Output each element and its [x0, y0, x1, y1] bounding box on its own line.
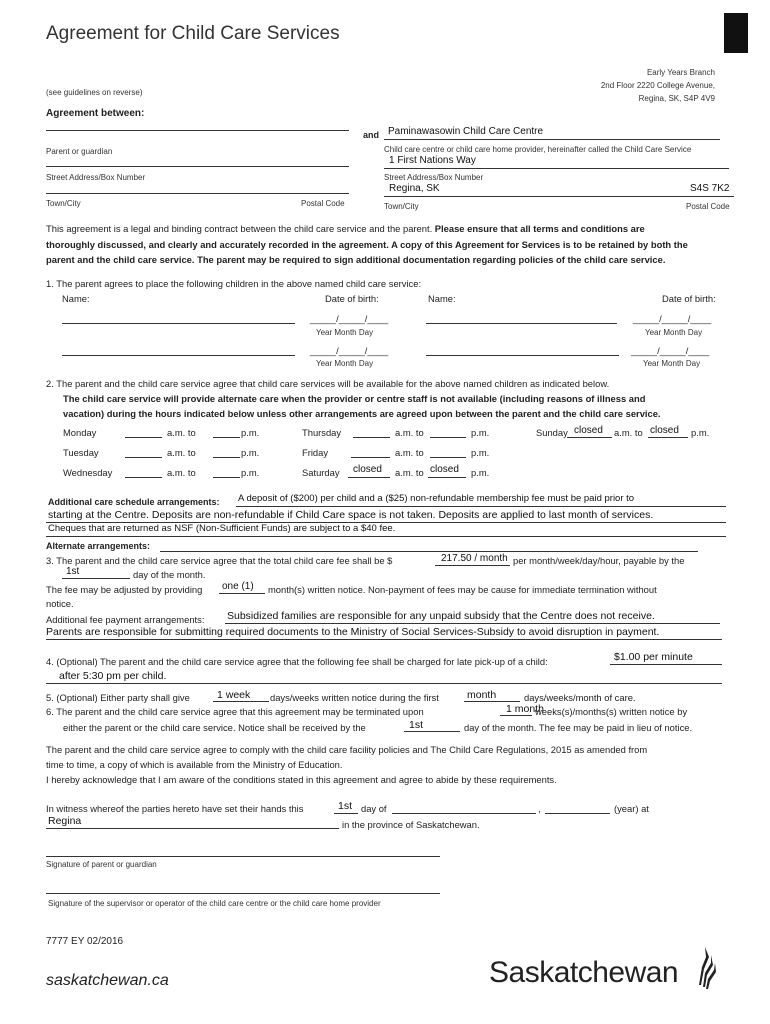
wednesday-pm: p.m. [241, 467, 260, 478]
witness-city-value[interactable]: Regina [48, 815, 82, 827]
section-4-fee-line-2 [46, 683, 722, 684]
friday-open-field[interactable] [351, 457, 390, 458]
branch-line-1: Early Years Branch [646, 68, 715, 77]
section-3-addl-1[interactable]: Subsidized families are responsible for any unpaid subsidy that the Centre does not receive. [227, 610, 655, 622]
witness-province: in the province of Saskatchewan. [342, 819, 480, 830]
ymd-label-1: Year Month Day [316, 328, 374, 337]
witness-text-c: (year) at [614, 803, 649, 814]
witness-text-b: day of [361, 803, 387, 814]
section-5-text-c: days/weeks/month of care. [524, 692, 636, 703]
section-1-name-label-2: Name: [428, 293, 456, 304]
section-3-addl-line-1 [225, 623, 720, 624]
additional-care-label: Additional care schedule arrangements: [48, 497, 220, 507]
child-name-3-line[interactable] [62, 355, 295, 356]
section-6-text-b: weeks(s)/months(s) written notice by [535, 706, 688, 717]
section-5-period-value[interactable]: month [467, 689, 497, 701]
parent-street-label: Street Address/Box Number [46, 173, 146, 182]
provider-name-line [384, 139, 720, 140]
section-4-fee-line [610, 664, 722, 665]
saturday-pm: p.m. [471, 467, 490, 478]
saturday-am-to: a.m. to [395, 467, 424, 478]
tuesday-open-field[interactable] [125, 457, 162, 458]
closing-line-2: time to time, a copy of which is available from the Ministry of Education. [46, 759, 343, 770]
saturday-close-value[interactable]: closed [430, 464, 459, 475]
monday-open-field[interactable] [125, 437, 162, 438]
intro-text-2: thoroughly discussed, and clearly and accurately recorded in the agreement. A copy of this Agreement for Services is to be retained by both the [46, 238, 688, 250]
provider-postal-label: Postal Code [686, 202, 730, 211]
witness-month-field[interactable] [392, 813, 536, 814]
section-6-text-c: either the parent or the child care service. Notice shall be received by the [63, 722, 366, 733]
intro-text-1-bold: Please ensure that all terms and conditions are [434, 223, 645, 234]
child-dob-1[interactable]: _____/_____/____ [310, 313, 389, 324]
branch-line-2: 2nd Floor 2220 College Avenue, [600, 81, 715, 90]
additional-care-underline-1 [236, 506, 726, 507]
sunday-close-value[interactable]: closed [650, 425, 679, 436]
section-3-line-4: notice. [46, 598, 74, 609]
child-dob-2[interactable]: _____/_____/____ [633, 313, 712, 324]
closing-line-1: The parent and the child care service agree to comply with the child care facility policies and The Child Care Regulations, 2015 as amended from [46, 744, 648, 755]
sunday-close-line [648, 437, 688, 438]
section-2-line-3: vacation) during the hours indicated below unless other arrangements are agreed upon between the parent and the child care service. [63, 408, 661, 419]
parent-signature-label: Signature of parent or guardian [46, 860, 157, 869]
section-2-line-1: 2. The parent and the child care service agree that child care services will be available for the above named children as indicated below. [46, 378, 610, 389]
witness-comma: , [538, 803, 541, 814]
parent-label: Parent or guardian [46, 147, 113, 156]
parent-signature-line[interactable] [46, 856, 440, 857]
saskatchewan-logo: Saskatchewan [489, 956, 679, 989]
sunday-open-value[interactable]: closed [574, 425, 603, 436]
section-6-day-value[interactable]: 1st [409, 719, 424, 731]
section-6-period-value[interactable]: 1 month [506, 703, 544, 715]
section-6-period-line [500, 715, 532, 716]
sunday-pm: p.m. [691, 427, 710, 438]
thursday-open-field[interactable] [353, 437, 390, 438]
section-4-fee-value[interactable]: $1.00 per minute [614, 651, 693, 663]
parent-town-label: Town/City [46, 199, 81, 208]
ymd-label-4: Year Month Day [643, 359, 701, 368]
wednesday-close-field[interactable] [213, 477, 240, 478]
child-name-4-line[interactable] [426, 355, 619, 356]
page-title: Agreement for Child Care Services [46, 23, 340, 44]
provider-town-label: Town/City [384, 202, 419, 211]
intro-paragraph [46, 221, 736, 268]
saturday-label: Saturday [302, 467, 340, 478]
wednesday-am-to: a.m. to [167, 467, 196, 478]
friday-label: Friday [302, 447, 329, 458]
thursday-close-field[interactable] [430, 437, 466, 438]
intro-text-1: This agreement is a legal and binding contract between the child care service and the parent. [46, 223, 433, 234]
witness-city-line [46, 828, 339, 829]
thursday-label: Thursday [302, 427, 342, 438]
monday-am-to: a.m. to [167, 427, 196, 438]
section-2-line-2: The child care service will provide alternate care when the provider or centre staff is not available (including reasons of illness and [63, 393, 646, 404]
guidelines-note: (see guidelines on reverse) [46, 88, 143, 97]
provider-town-value[interactable]: Regina, SK [389, 183, 440, 194]
parent-town-line[interactable] [46, 193, 349, 194]
section-6-day-line [404, 731, 460, 732]
parent-name-line[interactable] [46, 130, 349, 131]
thursday-pm: p.m. [471, 427, 490, 438]
provider-street-line [384, 168, 729, 169]
sunday-label: Sunday [536, 427, 568, 438]
section-3-addl-label: Additional fee payment arrangements: [46, 614, 205, 625]
wheat-sheaf-icon [689, 945, 719, 990]
section-5-notice-value[interactable]: 1 week [217, 689, 251, 701]
witness-year-field[interactable] [545, 813, 610, 814]
wednesday-open-field[interactable] [125, 477, 162, 478]
child-name-2-line[interactable] [426, 323, 617, 324]
monday-label: Monday [63, 427, 97, 438]
section-3-addl-2[interactable]: Parents are responsible for submitting required documents to the Ministry of Social Services-Subsidy to avoid disruption in payment. [46, 626, 660, 638]
supervisor-signature-line[interactable] [46, 893, 440, 894]
section-3-day-value[interactable]: 1st [66, 566, 80, 577]
section-4-fee-value-2[interactable]: after 5:30 pm per child. [59, 670, 167, 682]
section-3-line-3b: month(s) written notice. Non-payment of fees may be cause for immediate termination without [268, 584, 657, 595]
friday-pm: p.m. [471, 447, 490, 458]
section-3-notice-line [219, 593, 265, 594]
additional-care-line-3[interactable]: Cheques that are returned as NSF (Non-Sufficient Funds) are subject to a $40 fee. [48, 523, 396, 534]
saturday-close-line [428, 477, 466, 478]
provider-street-value[interactable]: 1 First Nations Way [389, 155, 476, 166]
section-5-text-a: 5. (Optional) Either party shall give [46, 692, 190, 703]
section-5-period-line [464, 701, 520, 702]
provider-postal-value[interactable]: S4S 7K2 [690, 183, 730, 194]
provider-town-line [384, 196, 734, 197]
section-3-fee-line [435, 565, 510, 566]
tuesday-label: Tuesday [63, 447, 99, 458]
thursday-am-to: a.m. to [395, 427, 424, 438]
ymd-label-2: Year Month Day [645, 328, 703, 337]
provider-street-label: Street Address/Box Number [384, 173, 484, 182]
sunday-open-line [567, 437, 612, 438]
section-1-dob-label-2: Date of birth: [662, 293, 716, 304]
section-3-day-line [62, 578, 130, 579]
alternate-arrangements-field[interactable] [160, 551, 698, 552]
saturday-open-value[interactable]: closed [353, 464, 382, 475]
section-1-dob-label: Date of birth: [325, 293, 379, 304]
form-number: 7777 EY 02/2016 [46, 936, 124, 947]
additional-care-underline-3 [46, 536, 726, 537]
section-5-notice-line [213, 701, 269, 702]
section-3-line-1b: per month/week/day/hour, payable by the [513, 555, 685, 566]
ymd-label-3: Year Month Day [316, 359, 374, 368]
section-3-line-3a: The fee may be adjusted by providing [46, 584, 203, 595]
intro-text-3: parent and the child care service. The parent may be required to sign additional documentation regarding policies of the child care service. [46, 254, 666, 265]
provider-label: Child care centre or child care home provider, hereinafter called the Child Care Service [384, 145, 692, 154]
witness-text-a: In witness whereof the parties hereto have set their hands this [46, 803, 304, 814]
section-3-line-1a: 3. The parent and the child care service agree that the total child care fee shall be $ [46, 555, 393, 566]
friday-am-to: a.m. to [395, 447, 424, 458]
supervisor-signature-label: Signature of the supervisor or operator of the child care centre or the child care home provider [48, 899, 381, 908]
parent-street-line[interactable] [46, 166, 349, 167]
witness-day-line [334, 813, 358, 814]
additional-care-line-2[interactable]: starting at the Centre. Deposits are non-refundable if Child Care space is not taken. Deposits are applied to last month of services. [48, 509, 654, 521]
website-url: saskatchewan.ca [46, 972, 169, 989]
section-4-text: 4. (Optional) The parent and the child care service agree that the following fee shall be charged for late pick-up of a child: [46, 656, 548, 667]
section-3-fee-value[interactable]: 217.50 / month [441, 553, 508, 564]
section-5-text-b: days/weeks written notice during the first [270, 692, 439, 703]
sunday-am-to: a.m. to [614, 427, 643, 438]
section-1-name-label: Name: [62, 293, 90, 304]
branch-line-3: Regina, SK, S4P 4V9 [638, 94, 715, 103]
section-1-text: 1. The parent agrees to place the following children in the above named child care service: [46, 278, 422, 289]
additional-care-line-1[interactable]: A deposit of ($200) per child and a ($25) non-refundable membership fee must be paid prior to [238, 493, 635, 504]
tuesday-pm: p.m. [241, 447, 260, 458]
witness-day-value[interactable]: 1st [338, 800, 353, 812]
friday-close-field[interactable] [430, 457, 466, 458]
child-name-1-line[interactable] [62, 323, 295, 324]
tuesday-close-field[interactable] [213, 457, 240, 458]
agreement-between-heading: Agreement between: [46, 108, 145, 119]
monday-close-field[interactable] [213, 437, 240, 438]
section-3-notice-value[interactable]: one (1) [222, 581, 254, 592]
monday-pm: p.m. [241, 427, 260, 438]
section-6-text-d: day of the month. The fee may be paid in lieu of notice. [464, 722, 693, 733]
section-3-addl-line-2 [46, 639, 722, 640]
child-dob-4[interactable]: _____/_____/____ [631, 345, 710, 356]
section-3-line-2: day of the month. [133, 569, 206, 580]
child-dob-3[interactable]: _____/_____/____ [310, 345, 389, 356]
section-6-text-a: 6. The parent and the child care service agree that this agreement may be terminated upon [46, 706, 424, 717]
alternate-arrangements-label: Alternate arrangements: [46, 541, 151, 551]
black-tab-marker [724, 13, 748, 53]
saturday-open-line [348, 477, 390, 478]
wednesday-label: Wednesday [63, 467, 113, 478]
tuesday-am-to: a.m. to [167, 447, 196, 458]
closing-line-3: I hereby acknowledge that I am aware of the conditions stated in this agreement and agree to abide by these requirements. [46, 774, 557, 785]
and-label: and [363, 130, 380, 140]
provider-name-value[interactable]: Paminawasowin Child Care Centre [388, 126, 544, 137]
parent-postal-label: Postal Code [301, 199, 345, 208]
